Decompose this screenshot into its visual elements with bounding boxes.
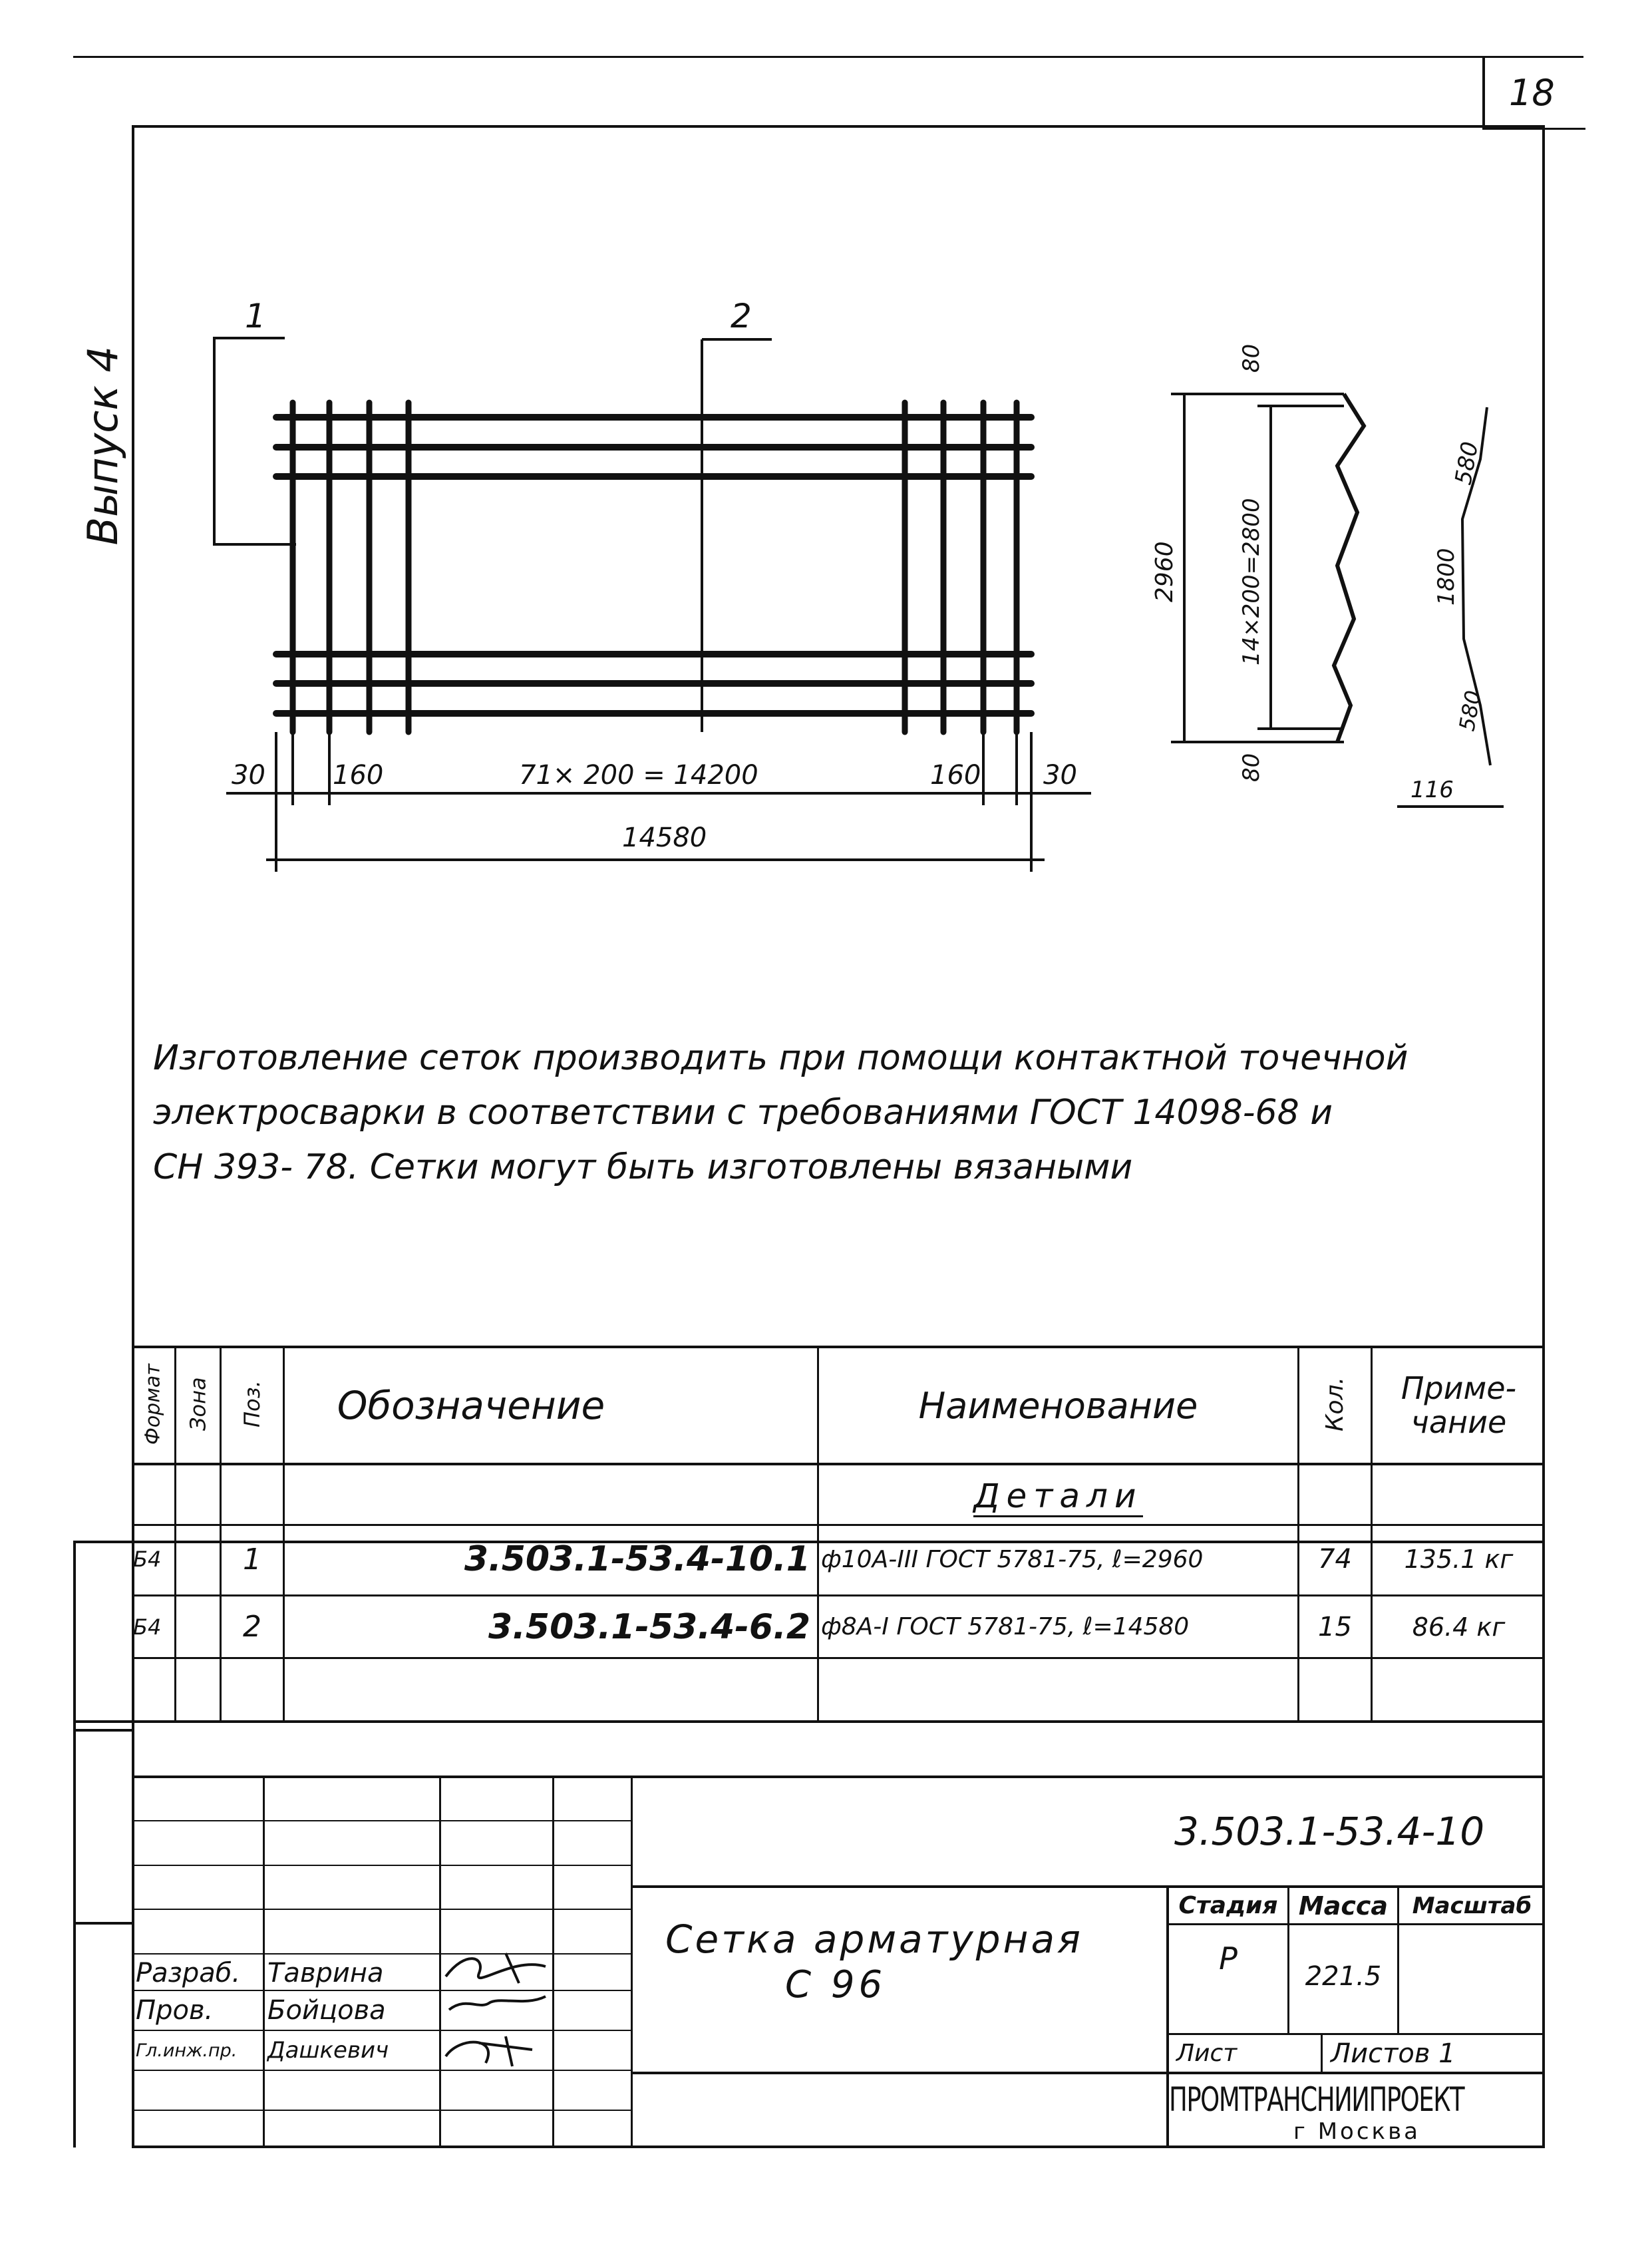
- row-1-designation: 3.503.1-53.4-10.1: [464, 1539, 810, 1579]
- mass-value: 221.5: [1305, 1961, 1382, 1992]
- header-zone: Зона: [185, 1377, 211, 1431]
- stage-label: Стадия: [1178, 1892, 1278, 1919]
- signature-name: Дашкевич: [267, 2037, 389, 2064]
- title-line-1: Сетка арматурная: [665, 1917, 1083, 1962]
- profile-dim-1800: 1800: [1433, 548, 1460, 606]
- signature-role: Пров.: [136, 1995, 214, 2026]
- notes-line-3: СН 393- 78. Сетки могут быть изготовлены вязаными: [153, 1147, 1133, 1187]
- sheets-label: Листов 1: [1331, 2038, 1456, 2069]
- row-1-name: ф10А-III ГОСТ 5781-75, ℓ=2960: [821, 1545, 1204, 1573]
- sheet-number: 18: [1509, 72, 1555, 114]
- signature-role: Гл.инж.пр.: [136, 2040, 238, 2061]
- section-dim-80-top: 80: [1238, 343, 1265, 373]
- row-1-qty: 74: [1318, 1544, 1352, 1575]
- profile-view: [1397, 407, 1504, 807]
- header-format: Формат: [141, 1364, 165, 1445]
- handwritten-signatures: [439, 1943, 566, 2076]
- org-name: ПРОМТРАНСНИИПРОЕКТ: [1169, 2080, 1464, 2119]
- row-2-format: Б4: [133, 1614, 162, 1640]
- binding-strip-mark: [73, 1729, 132, 1732]
- row-2-name: ф8А-I ГОСТ 5781-75, ℓ=14580: [821, 1613, 1190, 1640]
- row-2-note: 86.4 кг: [1412, 1612, 1506, 1642]
- longitudinal-bars: [276, 417, 1031, 713]
- section-view: [1171, 394, 1364, 742]
- row-1-format: Б4: [133, 1547, 162, 1572]
- header-note-text: Приме-чание: [1401, 1370, 1517, 1440]
- row-1-note: 135.1 кг: [1404, 1545, 1514, 1574]
- dim-160-left: 160: [333, 760, 384, 791]
- header-qty: Кол.: [1321, 1376, 1349, 1432]
- signature-name: Таврина: [267, 1958, 384, 1988]
- binding-strip-mark: [73, 1922, 132, 1925]
- row-2-designation: 3.503.1-53.4-6.2: [488, 1606, 810, 1647]
- signature-name: Бойцова: [267, 1995, 386, 2026]
- profile-dim-580-top: 580: [1450, 439, 1484, 487]
- scale-value: [1399, 1925, 1545, 2033]
- dim-middle: 71× 200 = 14200: [519, 760, 758, 791]
- dim-30-left: 30: [232, 760, 265, 791]
- callout-2: 2: [731, 297, 752, 335]
- notes-line-1: Изготовление сеток производить при помощи контактной точечной: [153, 1038, 1408, 1078]
- signature-role: Разраб.: [136, 1958, 241, 1988]
- section-dim-main: 14×200=2800: [1238, 498, 1265, 665]
- row-2-qty: 15: [1318, 1611, 1352, 1642]
- title-line-2: С 96: [785, 1963, 887, 2006]
- section-dim-80-bottom: 80: [1238, 753, 1265, 782]
- notes-line-2: электросварки в соответствии с требованиями ГОСТ 14098-68 и: [153, 1093, 1333, 1133]
- section-title-text: Детали: [973, 1477, 1142, 1517]
- doc-code: 3.503.1-53.4-10: [1174, 1809, 1485, 1854]
- callout-1-leader: [214, 338, 296, 544]
- header-designation: Обозначение: [337, 1383, 605, 1428]
- row-1-pos: 1: [243, 1542, 261, 1577]
- header-name: Наименование: [918, 1384, 1198, 1427]
- sheet-label: Лист: [1176, 2040, 1238, 2067]
- scale-label: Масштаб: [1412, 1892, 1532, 1919]
- profile-dim-580-bottom: 580: [1454, 688, 1486, 733]
- row-2-pos: 2: [243, 1610, 261, 1644]
- profile-dim-116: 116: [1410, 777, 1454, 803]
- header-pos: Поз.: [240, 1380, 265, 1428]
- section-dim-overall: 2960: [1151, 541, 1178, 602]
- org-city: г Москва: [1293, 2118, 1420, 2145]
- callout-1: 1: [245, 297, 266, 335]
- mesh-drawing: [0, 0, 1652, 932]
- mass-label: Масса: [1298, 1891, 1389, 1921]
- dim-overall: 14580: [622, 823, 707, 853]
- header-note: [1373, 1348, 1545, 1463]
- dim-30-right: 30: [1043, 760, 1077, 791]
- dim-160-right: 160: [930, 760, 981, 791]
- side-label: Выпуск 4: [79, 346, 127, 546]
- stage-value: Р: [1219, 1941, 1238, 1976]
- section-title: [819, 1469, 1297, 1524]
